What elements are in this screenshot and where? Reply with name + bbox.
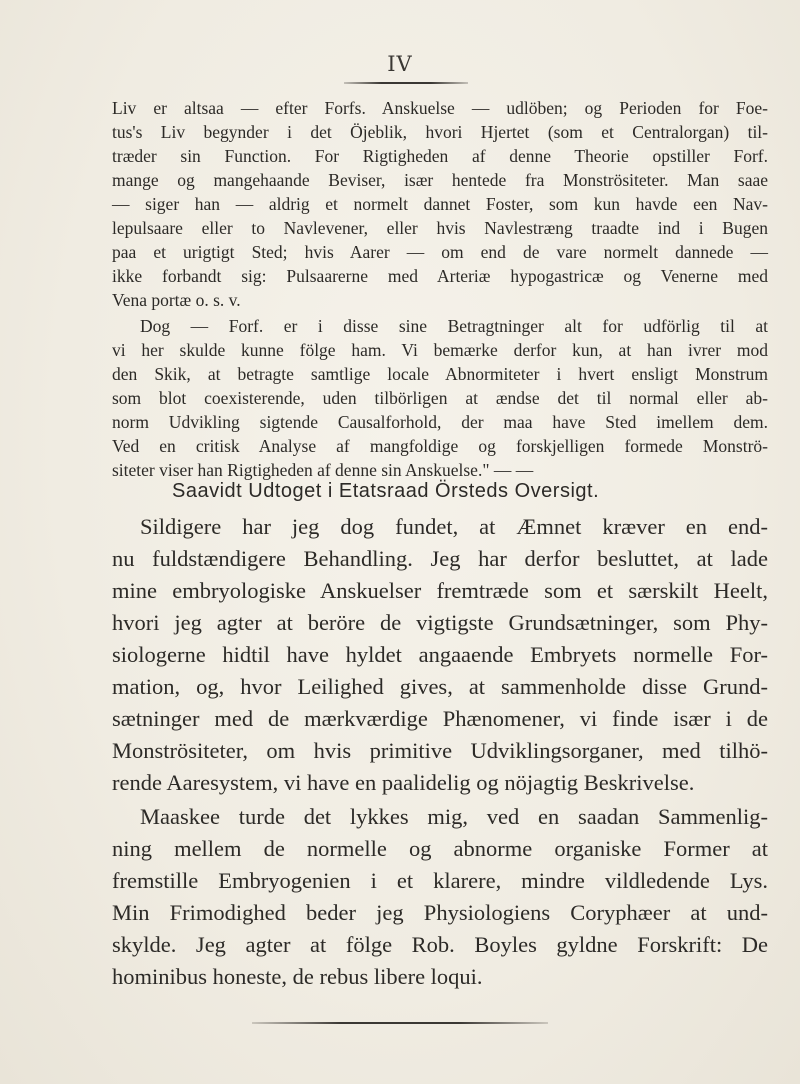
text-line: paa et urigtigt Sted; hvis Aarer — om end de vare normelt dannede — <box>112 242 768 262</box>
text-line: nu fuldstændigere Behandling. Jeg har derfor besluttet, at lade <box>112 546 768 571</box>
text-line: Dog — Forf. er i disse sine Betragtninger alt for udförlig til at <box>140 316 768 336</box>
text-line: tus's Liv begynder i det Öjeblik, hvori Hjertet (som et Centralorgan) til- <box>112 122 768 142</box>
text-line: hvori jeg agter at beröre de vigtigste Grundsætninger, som Phy- <box>112 610 768 635</box>
text-line: Vena portæ o. s. v. <box>112 290 241 310</box>
text-line: mine embryologiske Anskuelser fremtræde som et særskilt Heelt, <box>112 578 768 603</box>
text-line: Liv er altsaa — efter Forfs. Anskuelse — udlöben; og Perioden for Foe- <box>112 98 768 118</box>
text-line: hominibus honeste, de rebus libere loqui. <box>112 964 483 989</box>
text-line: siteter viser han Rigtigheden af denne sin Anskuelse." — — <box>112 460 534 480</box>
text-line: mation, og, hvor Leilighed gives, at sammenholde disse Grund- <box>112 674 768 699</box>
text-line: norm Udvikling sigtende Causalforhold, der maa have Sted imellem dem. <box>112 412 768 432</box>
header-rule <box>344 82 468 84</box>
text-line: Sildigere har jeg dog fundet, at Æmnet kræver en end- <box>140 514 768 539</box>
text-line: Ved en critisk Analyse af mangfoldige og forskjelligen formede Monströ- <box>112 436 768 456</box>
section-heading: Saavidt Udtoget i Etatsraad Örsteds Oversigt. <box>172 480 600 502</box>
text-line: fremstille Embryogenien i et klarere, mindre vildledende Lys. <box>112 868 768 893</box>
text-line: ning mellem de normelle og abnorme organiske Former at <box>112 836 768 861</box>
text-line: vi her skulde kunne fölge ham. Vi bemærke derfor kun, at han ivrer mod <box>112 340 768 360</box>
text-line: Min Frimodighed beder jeg Physiologiens Coryphæer at und- <box>112 900 768 925</box>
text-line: siologerne hidtil have hyldet angaaende Embryets normelle For- <box>112 642 768 667</box>
footer-rule <box>252 1022 548 1024</box>
text-line: træder sin Function. For Rigtigheden af denne Theorie opstiller Forf. <box>112 146 768 166</box>
text-line: Maaskee turde det lykkes mig, ved en saadan Sammenlig- <box>140 804 768 829</box>
text-line: sætninger med de mærkværdige Phænomener, vi finde især i de <box>112 706 768 731</box>
text-line: skylde. Jeg agter at fölge Rob. Boyles gyldne Forskrift: De <box>112 932 768 957</box>
text-line: — siger han — aldrig et normelt dannet Foster, som kun havde een Nav- <box>112 194 768 214</box>
text-line: lepulsaare eller to Navlevener, eller hvis Navlestræng traadte ind i Bugen <box>112 218 768 238</box>
text-line: ikke forbandt sig: Pulsaarerne med Arteriæ hypogastricæ og Venerne med <box>112 266 768 286</box>
text-line: som blot coexisterende, uden tilbörligen at ændse det til normal eller ab- <box>112 388 768 408</box>
text-line: mange og mangehaande Beviser, især hentede fra Monströsiteter. Man saae <box>112 170 768 190</box>
text-line: den Skik, at betragte samtlige locale Abnormiteter i hvert ensligt Monstrum <box>112 364 768 384</box>
page-number: IV <box>387 52 413 76</box>
text-line: rende Aaresystem, vi have en paalidelig og nöjagtig Beskrivelse. <box>112 770 695 795</box>
text-line: Monströsiteter, om hvis primitive Udviklingsorganer, med tilhö- <box>112 738 768 763</box>
